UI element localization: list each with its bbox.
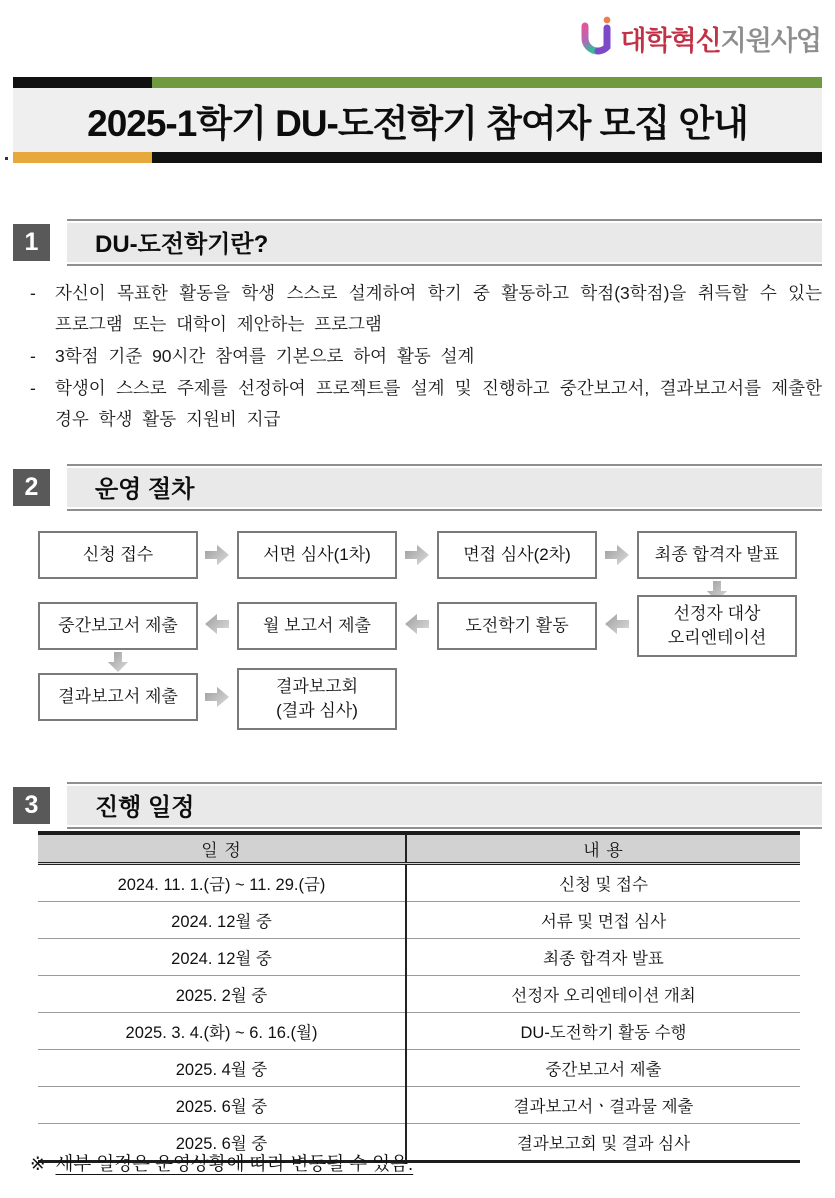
logo-u-icon bbox=[576, 16, 616, 60]
flow-box-briefing-line1: 결과보고회 bbox=[275, 677, 359, 696]
arrow-down-icon bbox=[107, 652, 129, 672]
flow-box-briefing bbox=[237, 668, 397, 730]
flow-box-orientation-line1: 선정자 대상 bbox=[673, 604, 761, 623]
arrow-right-icon bbox=[605, 544, 629, 566]
section-2-title: 운영 절차 bbox=[95, 476, 195, 503]
table-row bbox=[38, 939, 800, 976]
logo-text-gray: 지원사업 bbox=[720, 25, 821, 56]
flow-box-monthly-report: 월 보고서 제출 bbox=[237, 602, 397, 650]
cell-date: 2024. 11. 1.(금) ~ 11. 29.(금) bbox=[38, 864, 406, 902]
title-banner bbox=[13, 77, 822, 163]
section-1-heading bbox=[13, 219, 822, 266]
stray-dot bbox=[5, 157, 8, 160]
bullet-text: 자신이 목표한 활동을 학생 스스로 설계하여 학기 중 활동하고 학점(3학점)을 취득할 수 있는 프로그램 또는 대학이 제안하는 프로그램 bbox=[55, 283, 822, 334]
arrow-left-icon bbox=[605, 613, 629, 635]
cell-date: 2025. 2월 중 bbox=[38, 976, 406, 1013]
page-title: 2025-1학기 DU-도전학기 참여자 모집 안내 bbox=[87, 103, 748, 144]
table-header-row bbox=[38, 833, 800, 864]
footnote bbox=[30, 1150, 413, 1176]
process-flowchart bbox=[38, 531, 800, 731]
cell-content: 신청 및 접수 bbox=[406, 864, 800, 902]
table-row bbox=[38, 976, 800, 1013]
column-header-content: 내 용 bbox=[406, 833, 800, 864]
column-header-date: 일 정 bbox=[38, 833, 406, 864]
arrow-right-icon bbox=[205, 544, 229, 566]
table-row bbox=[38, 1050, 800, 1087]
arrow-left-icon bbox=[205, 613, 229, 635]
flow-box-interim-report: 중간보고서 제출 bbox=[38, 602, 198, 650]
flow-box-interview: 면접 심사(2차) bbox=[437, 531, 597, 579]
section-3-number-badge: 3 bbox=[13, 787, 50, 824]
bullet-marker: - bbox=[30, 283, 36, 303]
list-item bbox=[30, 373, 822, 435]
table-row bbox=[38, 864, 800, 902]
flow-box-final-announce: 최종 합격자 발표 bbox=[637, 531, 797, 579]
about-bullet-list bbox=[30, 278, 822, 436]
cell-date: 2025. 6월 중 bbox=[38, 1124, 406, 1162]
banner-top-bar bbox=[13, 77, 822, 88]
logo-text-red: 대학혁신 bbox=[620, 25, 721, 56]
banner-body bbox=[13, 88, 822, 152]
footnote-text: 세부 일정은 운영상황에 따라 변동될 수 있음. bbox=[55, 1153, 414, 1174]
cell-content: 선정자 오리엔테이션 개최 bbox=[406, 976, 800, 1013]
bullet-text: 학생이 스스로 주제를 선정하여 프로젝트를 설계 및 진행하고 중간보고서, 결과보고서를 제출한 경우 학생 활동 지원비 지급 bbox=[55, 378, 822, 429]
section-3-title: 진행 일정 bbox=[95, 794, 195, 821]
logo-text bbox=[620, 19, 821, 58]
cell-content: 서류 및 면접 심사 bbox=[406, 902, 800, 939]
list-item bbox=[30, 278, 822, 340]
section-1-title-bar bbox=[67, 219, 822, 266]
flow-box-activity: 도전학기 활동 bbox=[437, 602, 597, 650]
banner-bottom-bar bbox=[13, 152, 822, 163]
cell-content: 최종 합격자 발표 bbox=[406, 939, 800, 976]
arrow-right-icon bbox=[205, 686, 229, 708]
cell-date: 2024. 12월 중 bbox=[38, 939, 406, 976]
flow-box-apply: 신청 접수 bbox=[38, 531, 198, 579]
banner-bottom-bar-black bbox=[152, 152, 822, 163]
table-row bbox=[38, 1013, 800, 1050]
cell-content: 결과보고회 및 결과 심사 bbox=[516, 1135, 691, 1153]
banner-top-bar-black bbox=[13, 77, 152, 88]
cell-date: 2025. 3. 4.(화) ~ 6. 16.(월) bbox=[38, 1013, 406, 1050]
table-row bbox=[38, 902, 800, 939]
section-1-number-badge: 1 bbox=[13, 224, 50, 261]
program-logo bbox=[576, 16, 821, 60]
bullet-text: 3학점 기준 90시간 참여를 기본으로 하여 활동 설계 bbox=[55, 346, 475, 366]
list-item bbox=[30, 341, 822, 372]
flow-box-orientation bbox=[637, 595, 797, 657]
banner-top-bar-green bbox=[152, 77, 822, 88]
bullet-marker: - bbox=[30, 378, 36, 398]
arrow-left-icon bbox=[405, 613, 429, 635]
flow-box-briefing-line2: (결과 심사) bbox=[276, 701, 358, 720]
section-3-title-bar bbox=[67, 782, 822, 829]
section-3-heading bbox=[13, 782, 822, 829]
flow-box-final-report: 결과보고서 제출 bbox=[38, 673, 198, 721]
table-row bbox=[38, 1087, 800, 1124]
cell-content: DU-도전학기 활동 수행 bbox=[406, 1013, 800, 1050]
section-2-title-bar bbox=[67, 464, 822, 511]
arrow-right-icon bbox=[405, 544, 429, 566]
flow-box-doc-review: 서면 심사(1차) bbox=[237, 531, 397, 579]
flow-box-orientation-line2: 오리엔테이션 bbox=[667, 628, 767, 647]
cell-content: 중간보고서 제출 bbox=[406, 1050, 800, 1087]
schedule-table bbox=[38, 831, 800, 1163]
section-2-heading bbox=[13, 464, 822, 511]
cell-date: 2025. 6월 중 bbox=[38, 1087, 406, 1124]
bullet-marker: - bbox=[30, 346, 36, 366]
cell-date: 2025. 4월 중 bbox=[38, 1050, 406, 1087]
cell-content: 결과보고서ㆍ결과물 제출 bbox=[406, 1087, 800, 1124]
footnote-marker: ※ bbox=[30, 1153, 46, 1174]
banner-bottom-bar-yellow bbox=[13, 152, 152, 163]
cell-date: 2024. 12월 중 bbox=[38, 902, 406, 939]
section-1-title: DU-도전학기란? bbox=[95, 231, 269, 258]
section-2-number-badge: 2 bbox=[13, 469, 50, 506]
